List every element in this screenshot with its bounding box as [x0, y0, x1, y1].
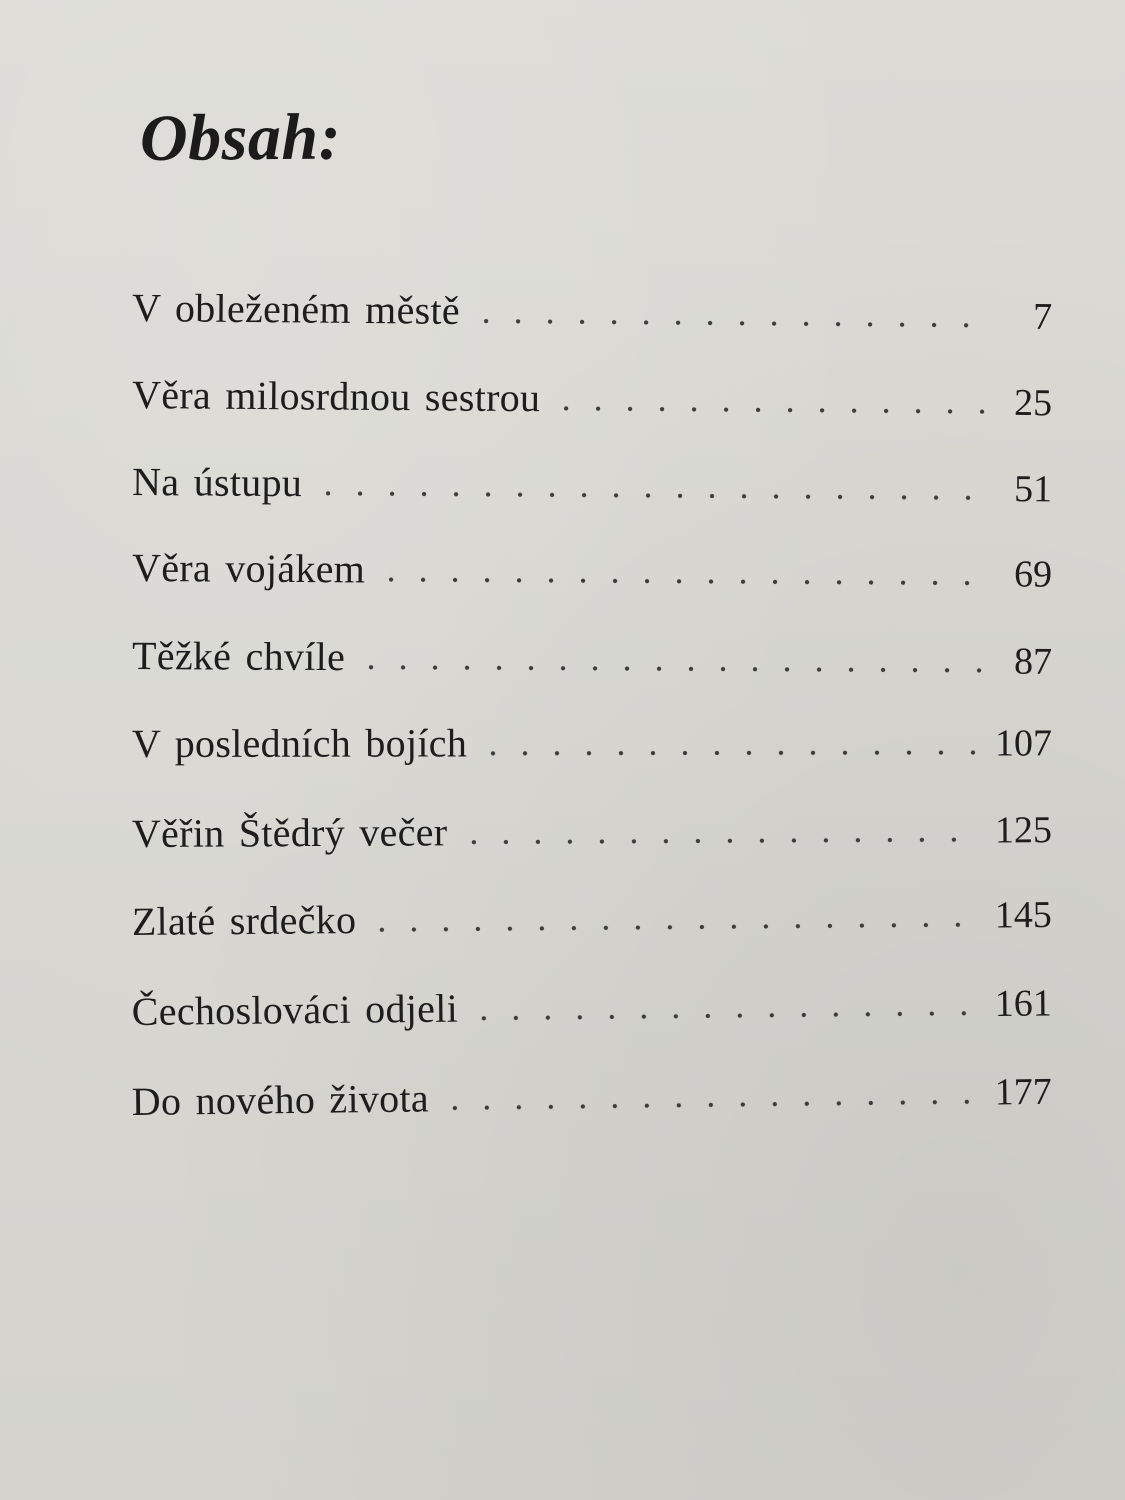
page-number: 177 — [994, 1070, 1052, 1114]
page-number: 51 — [1013, 468, 1053, 511]
chapter-title: Těžké chvíle — [131, 633, 346, 680]
page-number: 25 — [1013, 381, 1053, 425]
toc-entry — [131, 874, 1051, 942]
dot-leader — [355, 661, 986, 676]
contents-heading: Obsah: — [139, 100, 342, 176]
dot-leader — [366, 919, 981, 936]
toc-entry — [132, 528, 1052, 594]
chapter-title: Zlaté srdečko — [131, 897, 357, 944]
chapter-title: Věřin Štědrý večer — [131, 809, 448, 856]
dot-leader — [477, 747, 981, 760]
chapter-title: Věra vojákem — [131, 545, 366, 592]
page-number: 87 — [1013, 640, 1053, 683]
toc-entry — [132, 702, 1052, 764]
chapter-title: Na ústupu — [131, 459, 303, 506]
chapter-title: Čechoslováci odjeli — [131, 985, 459, 1034]
dot-leader — [312, 487, 986, 504]
toc-entry — [132, 789, 1052, 854]
dot-leader — [468, 1007, 981, 1024]
toc-entry — [131, 1051, 1052, 1122]
dot-leader — [375, 573, 986, 589]
chapter-title: V posledních bojích — [131, 720, 468, 766]
dot-leader — [457, 834, 981, 849]
page-number: 107 — [994, 722, 1053, 765]
page-number: 161 — [994, 982, 1052, 1025]
toc-entry — [131, 962, 1052, 1032]
toc-entry — [131, 268, 1053, 339]
page-number: 7 — [1032, 295, 1053, 339]
chapter-title: Do nového života — [131, 1075, 430, 1124]
dot-leader — [439, 1096, 981, 1115]
page-number: 69 — [1013, 553, 1053, 596]
toc-entry — [132, 616, 1052, 681]
dot-leader — [550, 402, 986, 417]
toc-entry — [131, 442, 1053, 511]
chapter-title: Věra milosrdnou sestrou — [131, 372, 541, 421]
chapter-title: V obleženém městě — [131, 285, 461, 333]
toc-entry — [131, 355, 1053, 425]
dot-leader — [470, 315, 986, 332]
page-number: 125 — [994, 809, 1052, 852]
page-number: 145 — [994, 893, 1052, 937]
